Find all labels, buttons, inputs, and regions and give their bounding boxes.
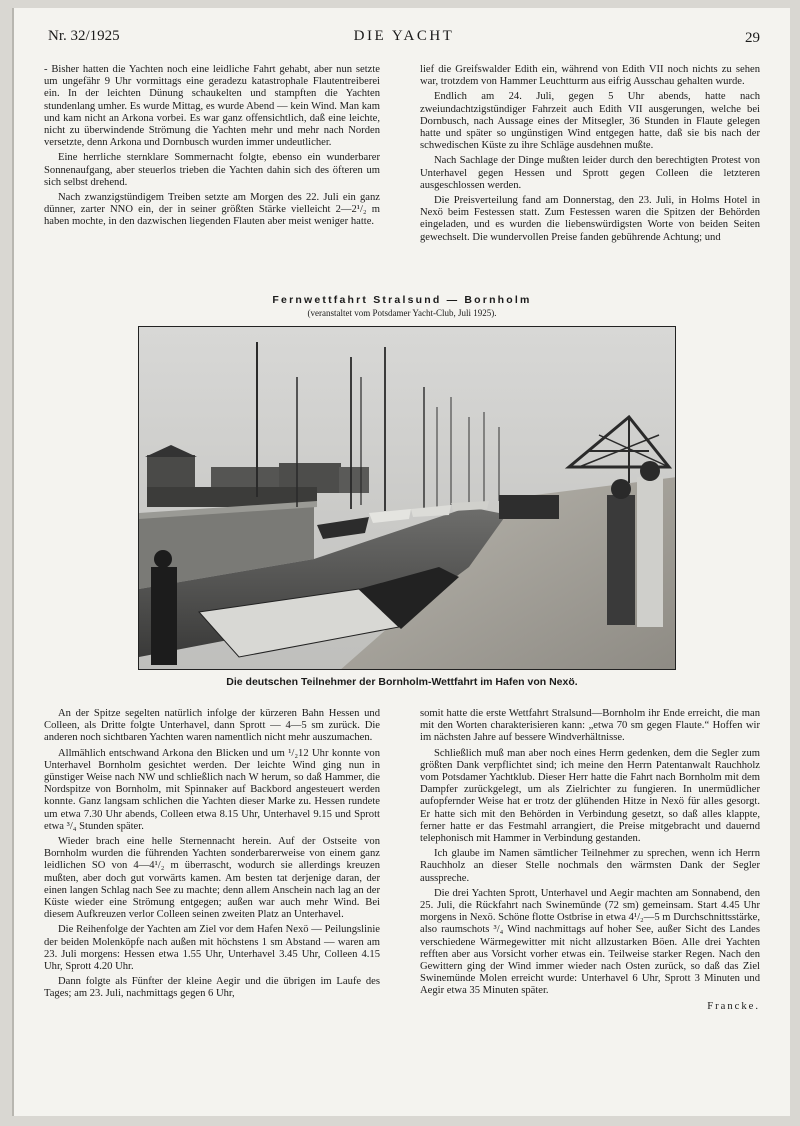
figure-title: Fernwettfahrt Stralsund — Bornholm [272, 294, 532, 306]
issue-number: Nr. 32/1925 [48, 28, 120, 44]
paragraph: Nach Sachlage der Dinge mußten leider durch den berechtigten Protest von Unterhavel gegen Hessen und Sprott gegen Colleen die letzteren ausgeschlossen werden. [420, 155, 760, 191]
paragraph: somit hatte die erste Wettfahrt Stralsund—Bornholm ihr Ende erreicht, die man mit den Worten charakterisieren kann: „etwa 70 sm gegen Flaute.“ Hoffen wir im nächsten Jahre auf bessere Windverhältnisse. [420, 708, 760, 744]
article-column-top-right [420, 64, 760, 284]
author-signature: Francke. [707, 1000, 760, 1012]
paragraph: Schließlich muß man aber noch eines Herrn gedenken, dem die Segler zum größten Dank verpflichtet sind; ich meine den Herrn Patentanwalt Rauchholz vom Potsdamer Yachtklub. Dieser Herr hatte die Fahrt nach Bornholm mit dem Dampfer zurückgelegt, um als Zielrichter zu fungieren. In unermüdlicher aufopfernder Weise hat er trotz der glühenden Hitze in Nexö für alles gesorgt. Er hatte sich mit den Behörden in Verbindung gesetzt, so daß alles klappte, ferner hatte er das Festmahl arrangiert, die Preise mitgebracht und dauernd telephonisch mit Hammer in Verbindung gestanden. [420, 747, 760, 845]
page-number: 29 [745, 30, 760, 46]
paragraph: Wieder brach eine helle Sternennacht herein. Auf der Ostseite von Bornholm wurden die führenden Yachten sonderbarerweise von einem ganz leidlichen SO von 4—4¹/₂ m überrascht, wodurch sie allerdings kreuzen mußten, aber doch gut vorwärts kamen. Am besten tat derjenige daran, der einen langen Schlag nach See zu machte; denn allem Anschein nach lag an der Küste wieder eine Strömung entgegen; außen war auch mehr Wind. Bei diesem Aufkreuzen verlor Colleen seinen zweiten Platz an Unterhavel. [44, 836, 380, 921]
paragraph: lief die Greifswalder Edith ein, während von Edith VII noch nichts zu sehen war, trotzdem von Hammer Leuchtturm aus eifrig Ausschau gehalten wurde. [420, 64, 760, 88]
page-header [48, 28, 760, 52]
paragraph: An der Spitze segelten natürlich infolge der kürzeren Bahn Hessen und Colleen, als Dritte folgte Unterhavel, dann Sprott — 4—5 sm zurück. Die anderen noch sichtbaren Yachten waren namentlich nicht mehr auszumachen. [44, 708, 380, 744]
harbor-photo-illustration [139, 327, 676, 670]
paragraph: Dann folgte als Fünfter der kleine Aegir und die übrigen im Laufe des Tages; am 23. Juli, nachmittags gegen 6 Uhr, [44, 976, 380, 1000]
figure-caption: Die deutschen Teilnehmer der Bornholm-Wettfahrt im Hafen von Nexö. [226, 676, 578, 688]
paragraph: Die Reihenfolge der Yachten am Ziel vor dem Hafen Nexö — Peilungslinie der beiden Molenköpfe nach außen mit höchstens 1 sm Abstand — waren am 23. Juli morgens: Hessen etwa 1.55 Uhr, Unterhavel 3.45 Uhr, Colleen 4.15 Uhr, Sprott 4.20 Uhr. [44, 924, 380, 973]
paragraph: - Bisher hatten die Yachten noch eine leidliche Fahrt gehabt, aber nun setzte um ungefähr 9 Uhr vormittags eine geradezu katastrophale Flautentreiberei ein. In der leichten Dünung schaukelten und stampften die Yachten stundenlang umher. Es wurde Mittag, es wurde Abend — kein Wind. Man kam und kam nicht an Arkona vorbei. Es war ganz offensichtlich, daß eine leichte, nicht zu überwindende Strömung die Yachten mehr und mehr nach Norden versetzte, denn Arkona und Dornbusch wurden immer undeutlicher. [44, 64, 380, 149]
paragraph: Eine herrliche sternklare Sommernacht folgte, ebenso ein wunderbarer Sonnenaufgang, aber steuerlos trieben die Yachten dahin sich des öfteren um sich selbst drehend. [44, 152, 380, 188]
paragraph: Nach zwanzigstündigem Treiben setzte am Morgen des 22. Juli ein ganz dünner, zarter NNO ein, der in seiner größten Stärke vielleicht 2—2¹/₂ m haben mochte, in den dazwischen liegenden Flauten aber meist weniger hatte. [44, 192, 380, 228]
journal-title: DIE YACHT [353, 28, 455, 44]
article-column-bottom-right [420, 708, 760, 1103]
paragraph: Die drei Yachten Sprott, Unterhavel und Aegir machten am Sonnabend, den 25. Juli, die Rückfahrt nach Swinemünde (72 sm) gemeinsam. Start 4.45 Uhr morgens in Nexö. Schöne flotte Ostbrise in etwa 4¹/₂—5 m Durchschnittsstärke, also raumschots ³/₄ Wind nachmittags auf hoher See, außer Sicht des Landes verschiedene Wärmegewitter mit nicht allzustarken Böen. Alle drei Yachten refften aber aus Vorsicht vorher etwas ein. Teilweise starker Regen. Nach den Gewittern ging der Wind immer wieder nach Osten zurück, so daß das Ziel Swinemünde Molen erreicht wurde: Unterhavel 6 Uhr, Sprott 3 Minuten und Aegir etwa 35 Minuten später. [420, 887, 760, 997]
paragraph: Allmählich entschwand Arkona den Blicken und um ¹/₂12 Uhr konnte von Unterhavel Bornholm gesichtet werden. Der leichte Wind ging nun in günstiger Weise nach NW und schließlich nach W herum, so daß Hammer, die Nordspitze von Bornholm, mit Spinnaker auf Backbord angesteuert werden konnte. Ganz langsam schlichen die Yachten dieser Marke zu. Hessen rundete um etwa 7.30 Uhr abends, Colleen etwa 8.15 Uhr, Unterhavel 9.15 und Sprott etwa ³/₄ Stunden später. [44, 747, 380, 832]
article-column-top-left [44, 64, 380, 284]
article-column-bottom-left [44, 708, 380, 1103]
journal-page [12, 8, 790, 1116]
harbor-photograph [138, 326, 676, 670]
paragraph: Die Preisverteilung fand am Donnerstag, den 23. Juli, in Holms Hotel in Nexö beim Festessen statt. Zum Festessen waren die Spitzen der Behörden eingeladen, und es wurden die liebenswürdigsten Worte von beiden Seiten gewechselt. Die wundervollen Preise fanden gebührende Achtung; und [420, 195, 760, 243]
figure-subtitle: (veranstaltet vom Potsdamer Yacht-Club, Juli 1925). [307, 308, 497, 318]
paragraph: Ich glaube im Namen sämtlicher Teilnehmer zu sprechen, wenn ich Herrn Rauchholz an dieser Stelle nochmals den wärmsten Dank der Segler ausspreche. [420, 848, 760, 884]
paragraph: Endlich am 24. Juli, gegen 5 Uhr abends, hatte nach zweiundachtzigstündiger Fahrzeit auch Edith VII ausgerungen, welche bei Dornbusch, nach Aussage eines der Mitsegler, 36 Stunden in Flaute gelegen hatte und später so ungünstigen Wind entgegen hatte, daß sie bis nach der schwedischen Küste zu ihre Schläge ausdehnen mußte. [420, 91, 760, 152]
